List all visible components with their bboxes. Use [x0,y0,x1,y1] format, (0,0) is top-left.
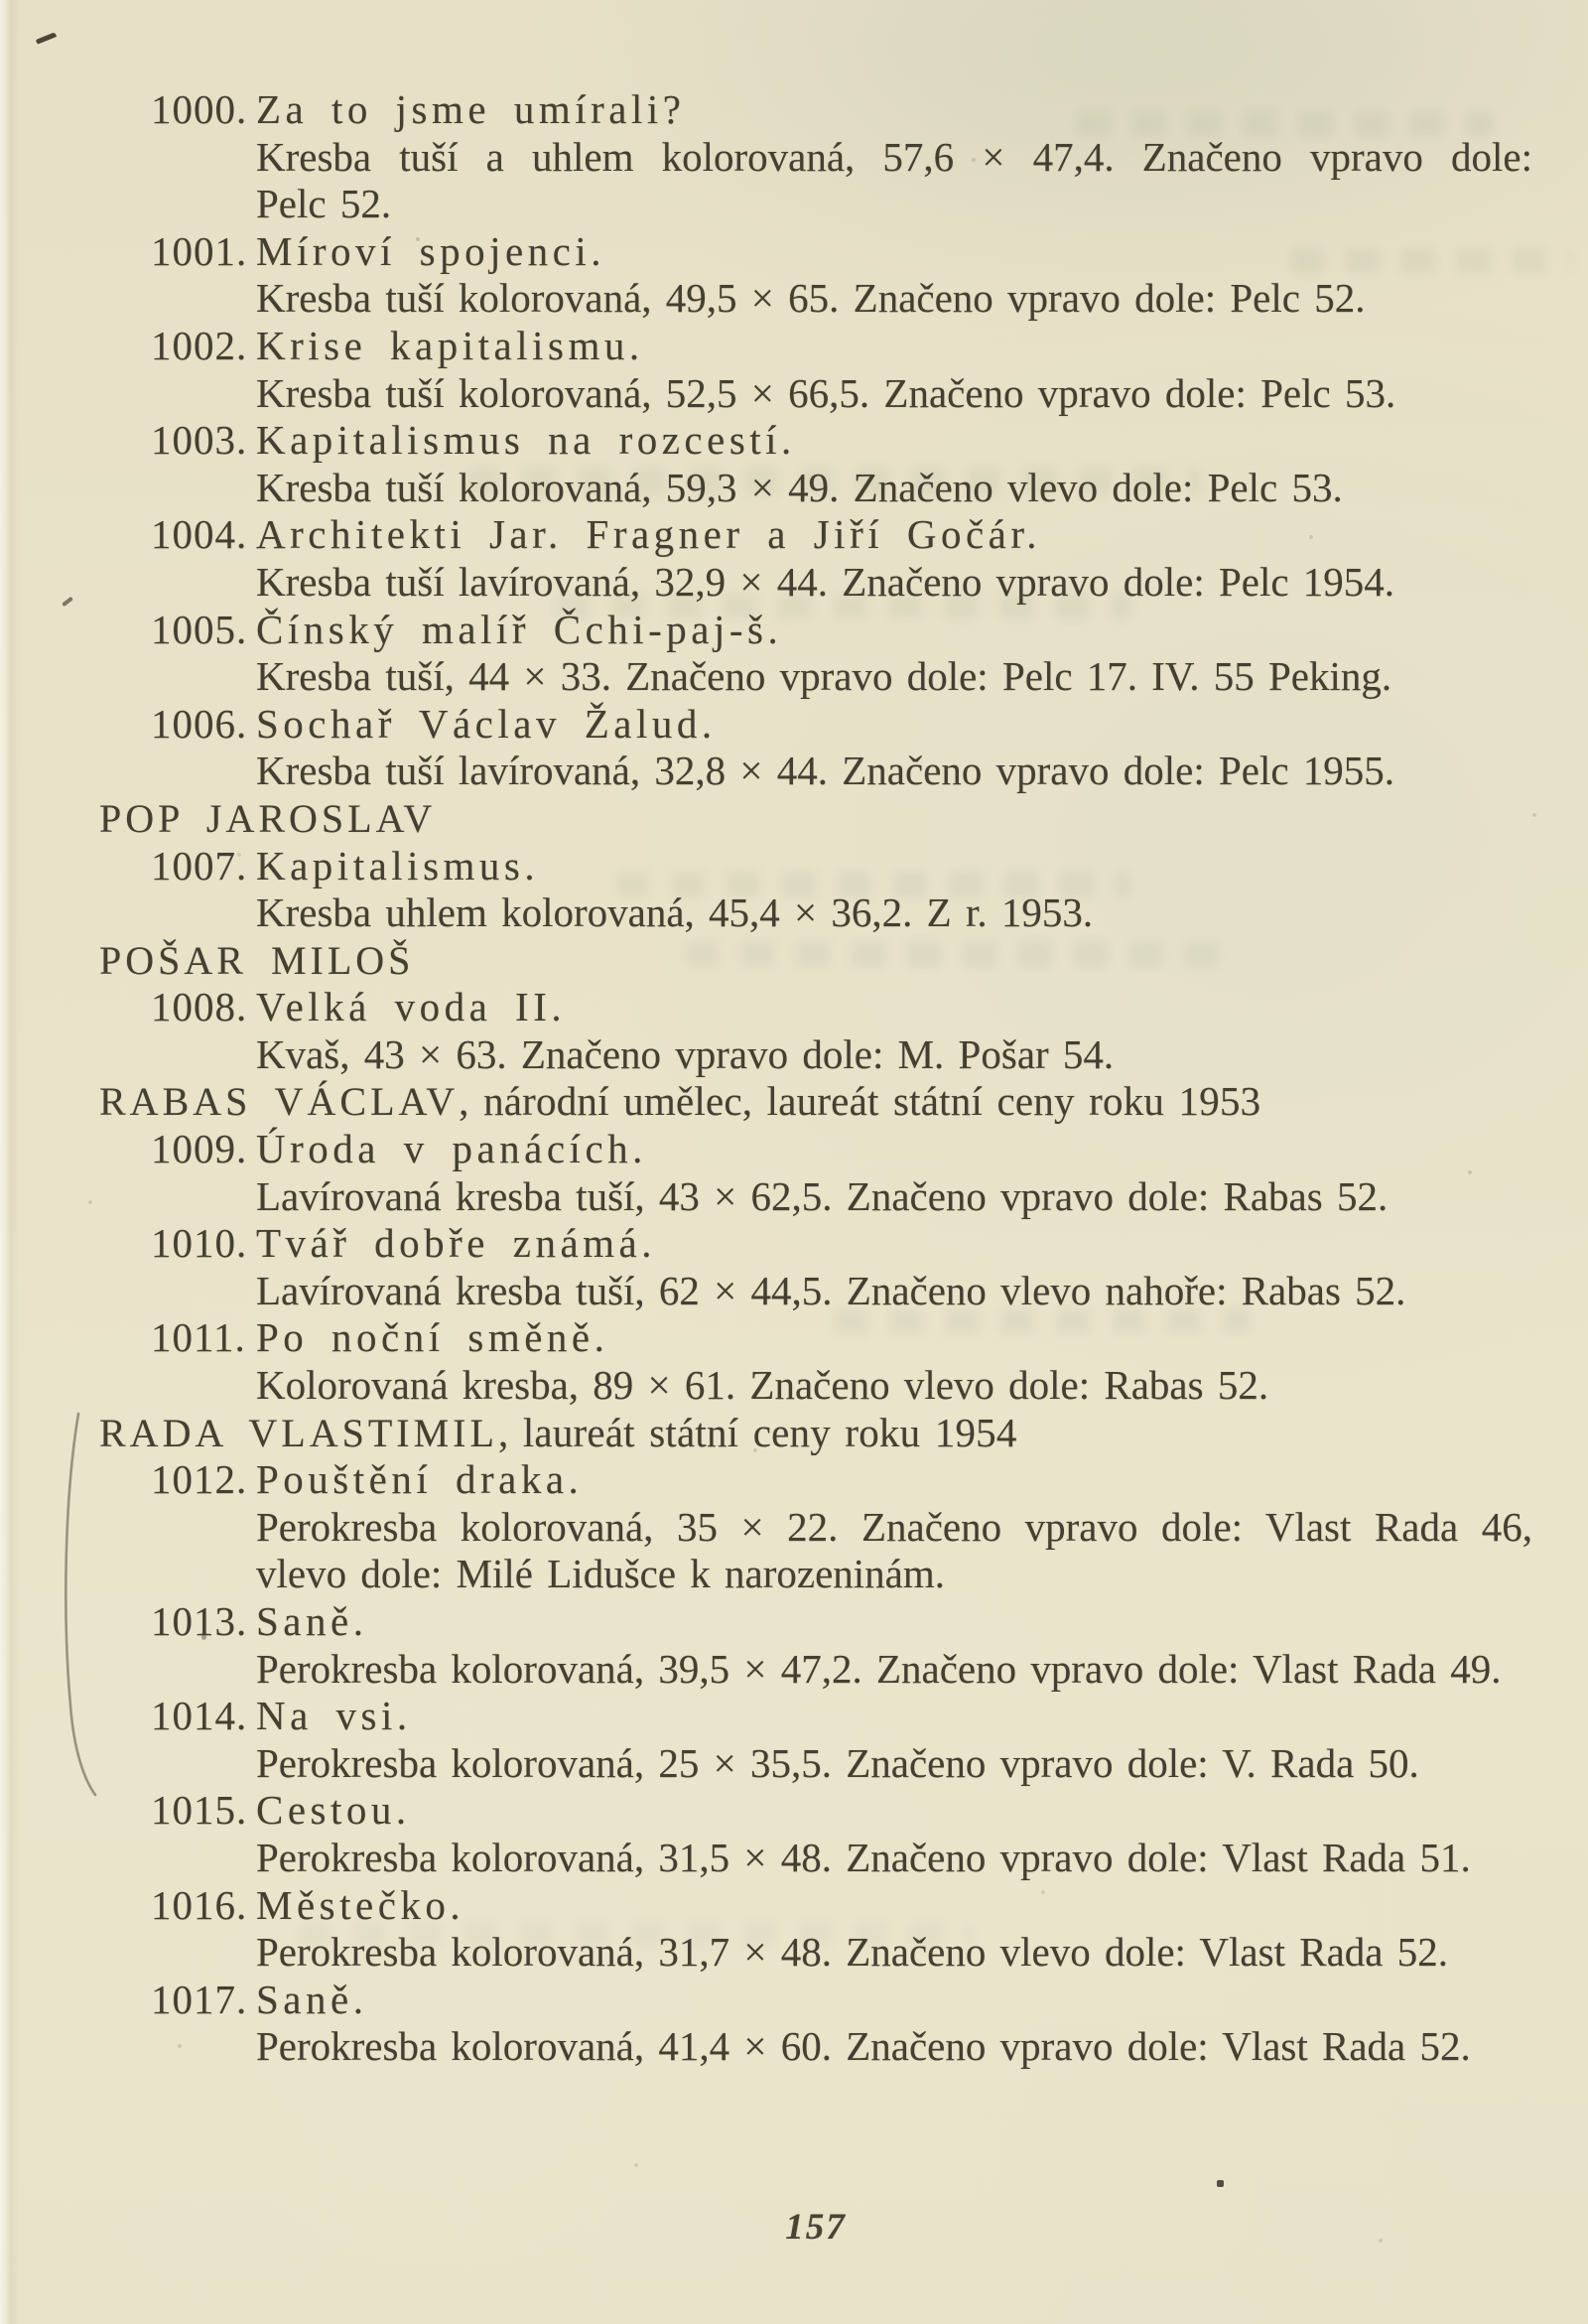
entry-number: 1016. [151,1881,248,1928]
entry-number: 1005. [151,606,248,652]
catalog-entry [99,228,1532,323]
entry-number: 1012. [151,1456,248,1503]
scan-edge [0,0,20,2324]
entry-number: 1007. [151,842,248,889]
entry-description-line: Kresba tuší kolorovaná, 52,5 × 66,5. Značeno vpravo dole: Pelc 53. [256,369,1396,416]
artist-name: POP JAROSLAV [99,795,437,841]
entry-description-line: Perokresba kolorovaná, 25 × 35,5. Značeno vpravo dole: V. Rada 50. [256,1739,1419,1786]
entry-head [99,843,1532,890]
catalog-entry [99,1456,1532,1598]
entry-head [99,1977,1532,2024]
artwork-title: Míroví spojenci. [256,227,606,274]
entry-description-line: Perokresba kolorovaná, 39,5 × 47,2. Značeno vpravo dole: Vlast Rada 49. [256,1645,1502,1692]
entry-description-line: Lavírovaná kresba tuší, 43 × 62,5. Značeno vpravo dole: Rabas 52. [256,1172,1389,1219]
artwork-title: Pouštění draka. [256,1456,584,1503]
catalog-entry [99,607,1532,701]
catalog-entry [99,1882,1532,1977]
catalog-entry [99,843,1532,937]
artwork-title: Na vsi. [256,1693,412,1739]
entry-number: 1009. [151,1126,248,1172]
entry-head [99,1126,1532,1173]
catalog-entry [99,1314,1532,1409]
entry-head [99,1456,1532,1504]
entry-head [99,86,1532,134]
artwork-title: Po noční směně. [256,1314,609,1361]
entry-number: 1010. [151,1220,248,1267]
entry-description-line: Kresba tuší, 44 × 33. Značeno vpravo dole: Pelc 17. IV. 55 Peking. [256,653,1392,700]
page-number: 157 [785,2207,847,2248]
entry-description-line: Kresba tuší lavírovaná, 32,9 × 44. Značeno vpravo dole: Pelc 1954. [256,558,1395,605]
entry-number: 1015. [151,1787,248,1834]
catalog-entry [99,323,1532,417]
entry-number: 1006. [151,700,248,747]
entry-head [99,1598,1532,1646]
catalog-entry [99,86,1532,228]
entry-number: 1011. [151,1314,246,1361]
entry-head [99,1693,1532,1740]
entry-number: 1000. [151,86,248,132]
paper-specks [0,0,2,2]
entry-description-line: Pelc 52. [256,181,392,227]
entry-description-line: Perokresba kolorovaná, 31,5 × 48. Značeno vpravo dole: Vlast Rada 51. [256,1834,1471,1880]
artwork-title: Saně. [256,1598,368,1644]
artwork-title: Úroda v panácích. [256,1126,647,1172]
entry-description-line: Perokresba kolorovaná, 31,7 × 48. Značeno vlevo dole: Vlast Rada 52. [256,1929,1448,1976]
margin-pencil-mark [58,1408,105,1801]
margin-ink-dash [62,597,73,608]
artist-header [99,937,1532,985]
catalog-entry [99,1126,1532,1220]
artist-header [99,795,1532,843]
entry-number: 1013. [151,1598,248,1644]
artwork-title: Velká voda II. [256,984,567,1030]
artwork-title: Cestou. [256,1787,411,1834]
print-artifact-dot [1217,2180,1224,2187]
artwork-title: Tvář dobře známá. [256,1220,656,1267]
entry-head [99,607,1532,654]
artwork-title: Kapitalismus na rozcestí. [256,417,796,464]
entry-head [99,228,1532,276]
entry-description-line: Kresba tuší kolorovaná, 49,5 × 65. Značeno vpravo dole: Pelc 52. [256,275,1366,322]
entry-number: 1002. [151,322,248,368]
entry-description-line: Kolorovaná kresba, 89 × 61. Značeno vlevo dole: Rabas 52. [256,1362,1269,1409]
entry-description-line: Kresba tuší kolorovaná, 59,3 × 49. Značeno vlevo dole: Pelc 53. [256,464,1343,510]
entry-description-line: vlevo dole: Milé Lidušce k narozeninám. [256,1551,946,1597]
artwork-title: Za to jsme umírali? [256,86,686,132]
artwork-title: Čínský malíř Čchi-paj-š. [256,606,783,652]
artwork-title: Kapitalismus. [256,842,540,889]
artwork-title: Krise kapitalismu. [256,322,644,368]
entry-description-line: Kresba uhlem kolorovaná, 45,4 × 36,2. Z r. 1953. [256,889,1094,936]
artist-header-suffix: , národní umělec, laureát státní ceny roku 1953 [459,1078,1261,1125]
entry-head [99,1787,1532,1835]
entry-number: 1004. [151,511,248,558]
entry-number: 1001. [151,227,248,274]
entry-description-line: Kresba tuší lavírovaná, 32,8 × 44. Značeno vpravo dole: Pelc 1955. [256,748,1395,794]
artist-name: RADA VLASTIMIL [99,1410,498,1455]
artwork-title: Architekti Jar. Fragner a Jiří Gočár. [256,511,1042,558]
catalog-entry [99,511,1532,606]
entry-number: 1003. [151,417,248,464]
artwork-title: Saně. [256,1976,368,2022]
entry-number: 1008. [151,984,248,1030]
entry-description-line: Kresba tuší a uhlem kolorovaná, 57,6 × 47,4. Značeno vpravo dole: [256,133,1532,180]
entry-head [99,984,1532,1031]
entry-description-line: Perokresba kolorovaná, 41,4 × 60. Značeno vpravo dole: Vlast Rada 52. [256,2023,1471,2070]
entry-description-line: Kvaš, 43 × 63. Značeno vpravo dole: M. Pošar 54. [256,1030,1115,1077]
entry-number: 1017. [151,1976,248,2022]
catalog-text-block [99,86,1532,2071]
entry-head [99,417,1532,465]
catalog-entry [99,1693,1532,1787]
artist-header-suffix: , laureát státní ceny roku 1954 [497,1409,1017,1455]
corner-ink-mark [36,32,57,45]
catalog-entry [99,417,1532,511]
artist-header [99,1078,1532,1126]
catalog-entry [99,1220,1532,1314]
artwork-title: Sochař Václav Žalud. [256,700,717,747]
artist-name: RABAS VÁCLAV [99,1079,460,1125]
artwork-title: Městečko. [256,1881,465,1928]
entry-head [99,701,1532,749]
catalog-entry [99,1598,1532,1693]
entry-description-line: Perokresba kolorovaná, 35 × 22. Značeno vpravo dole: Vlast Rada 46, [256,1503,1532,1550]
entry-head [99,1220,1532,1268]
catalog-entry [99,1977,1532,2071]
catalog-entry [99,984,1532,1078]
artist-header [99,1410,1532,1457]
entry-number: 1014. [151,1693,248,1739]
entry-head [99,511,1532,559]
artist-name: POŠAR MILOŠ [99,937,415,983]
entry-head [99,323,1532,370]
catalog-entry [99,1787,1532,1881]
entry-head [99,1882,1532,1930]
catalog-entry [99,701,1532,795]
entry-head [99,1314,1532,1362]
entry-description-line: Lavírovaná kresba tuší, 62 × 44,5. Značeno vlevo nahoře: Rabas 52. [256,1267,1406,1313]
